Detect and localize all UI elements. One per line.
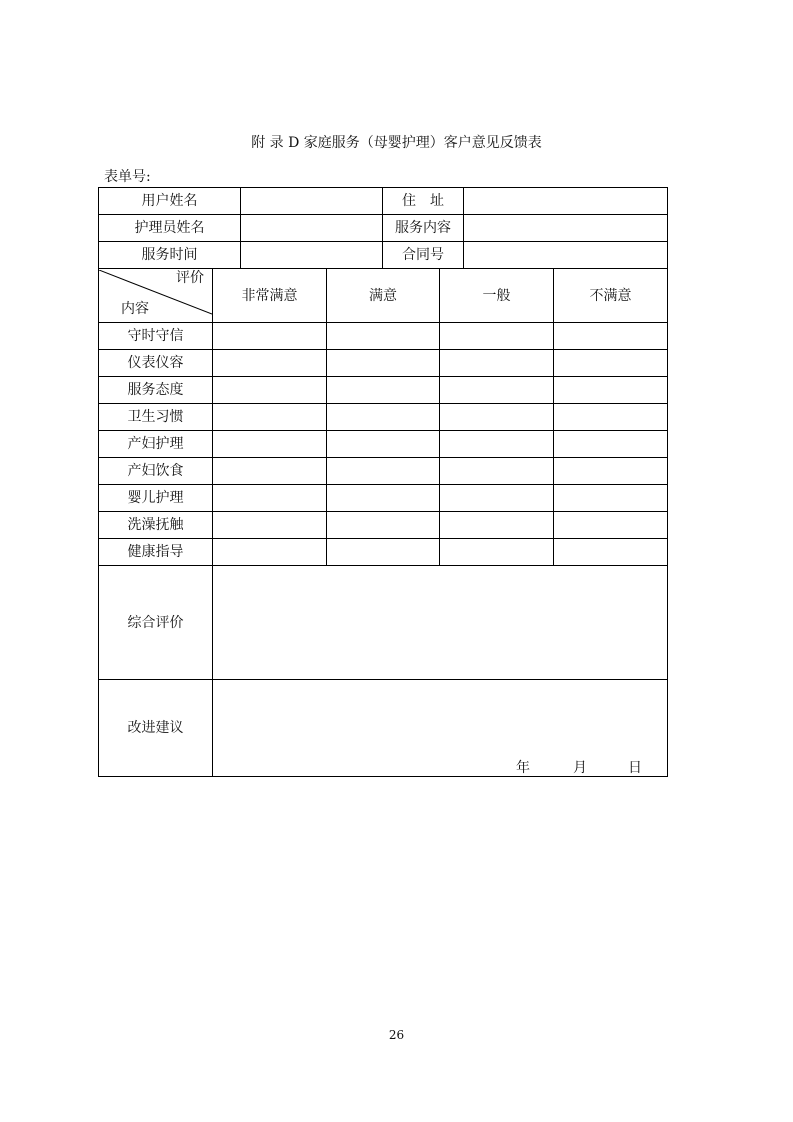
rating-item-label: 产妇护理 — [127, 436, 184, 452]
date-month-label: 月 — [573, 760, 587, 776]
diagonal-header-rating: 评价 — [176, 270, 204, 286]
overall-evaluation-field[interactable] — [213, 566, 667, 679]
address-field[interactable] — [464, 188, 667, 214]
level-header: 非常满意 — [241, 287, 298, 304]
rating-item-label: 婴儿护理 — [127, 490, 184, 506]
date-year-label: 年 — [516, 760, 530, 776]
address-label: 住 址 — [402, 193, 444, 209]
nurse-name-field[interactable] — [241, 215, 382, 241]
form-number-label: 表单号: — [104, 169, 151, 185]
contract-no-field[interactable] — [464, 242, 667, 268]
suggestion-label: 改进建议 — [127, 720, 184, 736]
service-time-label: 服务时间 — [141, 247, 198, 263]
date-day-label: 日 — [628, 760, 642, 776]
document-title: 附 录 D 家庭服务（母婴护理）客户意见反馈表 — [251, 135, 542, 151]
level-header: 一般 — [482, 287, 511, 304]
user-name-label: 用户姓名 — [141, 193, 198, 209]
user-name-field[interactable] — [241, 188, 382, 214]
service-content-field[interactable] — [464, 215, 667, 241]
rating-item-label: 洗澡抚触 — [127, 517, 184, 533]
contract-no-label: 合同号 — [402, 247, 444, 263]
rating-item-label: 守时守信 — [127, 328, 184, 344]
rating-item-label: 服务态度 — [127, 382, 184, 398]
suggestion-field[interactable] — [213, 680, 667, 776]
rating-item-label: 健康指导 — [127, 544, 184, 560]
rating-item-label: 仪表仪容 — [127, 355, 184, 371]
rating-item-label: 产妇饮食 — [127, 463, 184, 479]
service-content-label: 服务内容 — [395, 220, 451, 236]
overall-evaluation-label: 综合评价 — [127, 614, 184, 631]
page-number: 26 — [388, 1028, 405, 1042]
rating-item-label: 卫生习惯 — [127, 409, 184, 425]
service-time-field[interactable] — [241, 242, 382, 268]
diagonal-header-content: 内容 — [121, 301, 149, 317]
level-header: 满意 — [369, 287, 397, 304]
nurse-name-label: 护理员姓名 — [134, 220, 205, 236]
level-header: 不满意 — [589, 287, 632, 304]
